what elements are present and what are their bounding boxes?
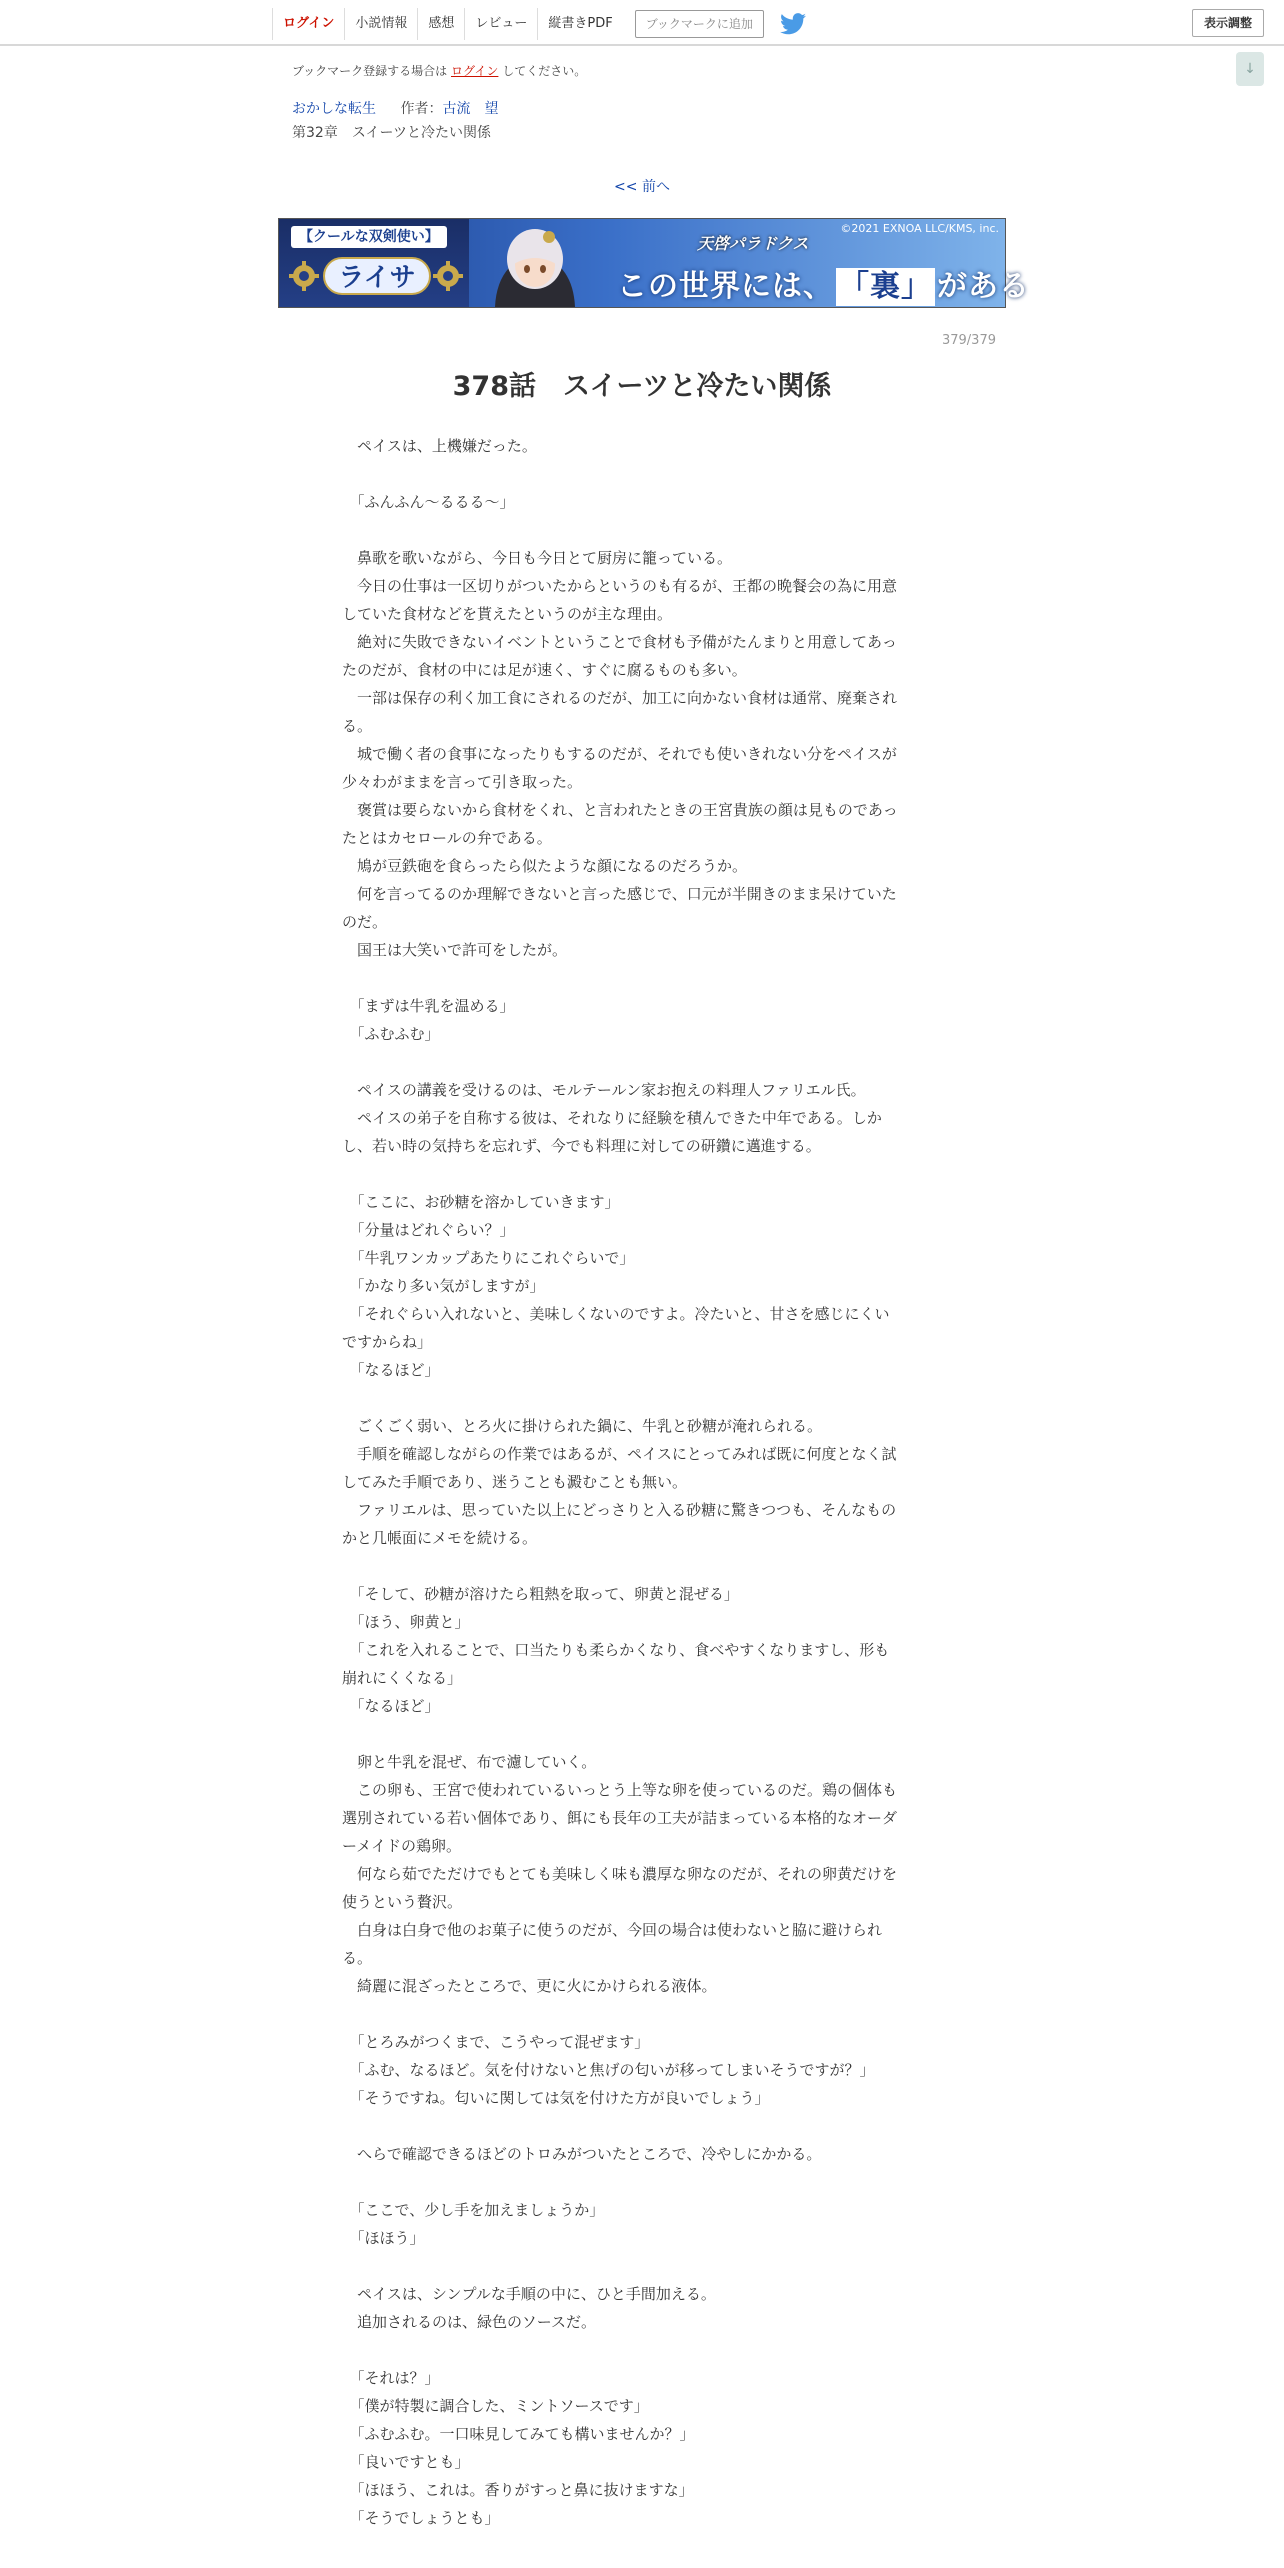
body-line: 「ほう、卵黄と」 bbox=[342, 1613, 470, 1631]
body-line: 何を言ってるのか理解できないと言った感じで、口元が半開きのまま呆けていた bbox=[342, 885, 897, 903]
body-line: 「ふんふん～るるる～」 bbox=[342, 493, 515, 511]
series-title-link[interactable]: おかしな転生 bbox=[292, 101, 376, 117]
body-line: ペイスは、シンプルな手順の中に、ひと手間加える。 bbox=[342, 2285, 716, 2303]
body-line: 白身は白身で他のお菓子に使うのだが、今回の場合は使わないと脇に避けられ bbox=[342, 1921, 883, 1939]
series-info bbox=[292, 98, 498, 118]
body-line: ですからね」 bbox=[342, 1333, 433, 1351]
nav-login[interactable]: ログイン bbox=[272, 8, 344, 40]
body-line: 卵と牛乳を混ぜ、布で濾していく。 bbox=[342, 1753, 597, 1771]
body-line: 城で働く者の食事になったりもするのだが、それでも使いきれない分をペイスが bbox=[342, 745, 897, 763]
episode-title: 378話 スイーツと冷たい関係 bbox=[452, 371, 832, 402]
character-illustration bbox=[475, 223, 595, 307]
body-line: 一部は保存の利く加工食にされるのだが、加工に向かない食材は通常、廃棄され bbox=[342, 689, 898, 707]
body-line bbox=[342, 516, 942, 544]
body-line: 「そうですね。匂いに関しては気を付けた方が良いでしょう」 bbox=[342, 2089, 770, 2107]
body-line: 「ここで、少し手を加えましょうか」 bbox=[342, 2201, 605, 2219]
body-line: 少々わがままを言って引き取った。 bbox=[342, 773, 583, 791]
body-line: る。 bbox=[342, 1949, 373, 1967]
bookmark-notice-text-end: してください。 bbox=[502, 64, 587, 78]
ad-banner[interactable] bbox=[278, 218, 1030, 308]
body-line: 手順を確認しながらの作業ではあるが、ペイスにとってみれば既に何度となく試 bbox=[342, 1445, 897, 1463]
body-line: 「ほほう」 bbox=[342, 2229, 425, 2247]
body-line bbox=[342, 1160, 942, 1188]
body-line: 「まずは牛乳を温める」 bbox=[342, 997, 515, 1015]
body-line: 使うという贅沢。 bbox=[342, 1893, 463, 1911]
body-line: る。 bbox=[342, 717, 373, 735]
body-line: 「かなり多い気がしますが」 bbox=[342, 1277, 545, 1295]
body-line: 崩れにくくなる」 bbox=[342, 1669, 463, 1687]
game-logo: 天啓パラドクス bbox=[697, 234, 809, 253]
body-line: してみた手順であり、迷うことも澱むことも無い。 bbox=[342, 1473, 688, 1491]
body-line bbox=[342, 1720, 942, 1748]
banner-catchphrase bbox=[617, 261, 1030, 306]
body-line: 鳩が豆鉄砲を食らったら似たような顔になるのだろうか。 bbox=[342, 857, 748, 875]
body-line: 追加されるのは、緑色のソースだ。 bbox=[342, 2313, 596, 2331]
body-line: 鼻歌を歌いながら、今日も今日とて厨房に籠っている。 bbox=[342, 549, 733, 567]
twitter-icon[interactable] bbox=[780, 13, 806, 35]
bookmark-notice-text: ブックマーク登録する場合は bbox=[292, 64, 448, 78]
display-settings-button[interactable]: 表示調整 bbox=[1192, 9, 1264, 37]
top-header bbox=[0, 0, 1284, 46]
body-line: し、若い時の気持ちを忘れず、今でも料理に対しての研鑽に邁進する。 bbox=[342, 1137, 821, 1155]
bookmark-notice bbox=[292, 62, 586, 79]
body-line bbox=[342, 460, 942, 488]
chapter-title: 第32章 スイーツと冷たい関係 bbox=[292, 125, 491, 141]
body-line bbox=[342, 2112, 942, 2140]
banner-catch-text-end: がある bbox=[937, 269, 1030, 304]
body-line: たのだが、食材の中には足が速く、すぐに腐るものも多い。 bbox=[342, 661, 747, 679]
body-line bbox=[342, 2000, 942, 2028]
banner-catch-text: この世界には、 bbox=[617, 269, 834, 304]
banner-copyright: ©2021 EXNOA LLC/KMS, inc. bbox=[840, 222, 999, 235]
banner-catch-highlight: 「裏」 bbox=[836, 268, 935, 306]
body-line: 「そうでしょうとも」 bbox=[342, 2509, 500, 2527]
body-line bbox=[342, 964, 942, 992]
body-line: 「それぐらい入れないと、美味しくないのですよ。冷たいと、甘さを感じにくい bbox=[342, 1305, 890, 1323]
novel-body bbox=[342, 432, 942, 2532]
body-line: 今日の仕事は一区切りがついたからというのも有るが、王都の晩餐会の為に用意 bbox=[342, 577, 898, 595]
body-line: 「それは？」 bbox=[342, 2369, 440, 2387]
gear-icon bbox=[289, 261, 319, 291]
top-nav bbox=[272, 8, 806, 40]
body-line: ペイスは、上機嫌だった。 bbox=[342, 437, 537, 455]
body-line: 綺麗に混ざったところで、更に火にかけられる液体。 bbox=[342, 1977, 717, 1995]
body-line: のだ。 bbox=[342, 913, 388, 931]
body-line: 「これを入れることで、口当たりも柔らかくなり、食べやすくなりますし、形も bbox=[342, 1641, 890, 1659]
body-line: ごくごく弱い、とろ火に掛けられた鍋に、牛乳と砂糖が淹れられる。 bbox=[342, 1417, 823, 1435]
bookmark-notice-login-link[interactable]: ログイン bbox=[451, 64, 499, 78]
body-line: 「ふむ、なるほど。気を付けないと焦げの匂いが移ってしまいそうですが？」 bbox=[342, 2061, 875, 2079]
scroll-down-button[interactable]: ↓ bbox=[1236, 52, 1264, 86]
body-line: 「分量はどれぐらい？」 bbox=[342, 1221, 515, 1239]
body-line: 絶対に失敗できないイベントということで食材も予備がたんまりと用意してあっ bbox=[342, 633, 897, 651]
body-line bbox=[342, 2336, 942, 2364]
author-link[interactable]: 古流 望 bbox=[442, 101, 499, 117]
body-line bbox=[342, 2252, 942, 2280]
body-line: 「僕が特製に調合した、ミントソースです」 bbox=[342, 2397, 649, 2415]
body-line: ペイスの弟子を自称する彼は、それなりに経験を積んできた中年である。しか bbox=[342, 1109, 882, 1127]
nav-impressions[interactable]: 感想 bbox=[417, 8, 464, 40]
body-line: 「ほほう、これは。香りがすっと鼻に抜けますな」 bbox=[342, 2481, 694, 2499]
body-line: たとはカセロールの弁である。 bbox=[342, 829, 552, 847]
body-line: 「ここに、お砂糖を溶かしていきます」 bbox=[342, 1193, 620, 1211]
body-line: 「なるほど」 bbox=[342, 1697, 440, 1715]
body-line: かと几帳面にメモを続ける。 bbox=[342, 1529, 538, 1547]
body-line: 国王は大笑いで許可をしたが。 bbox=[342, 941, 568, 959]
body-line: 「牛乳ワンカップあたりにこれぐらいで」 bbox=[342, 1249, 635, 1267]
body-line: ーメイドの鶏卵。 bbox=[342, 1837, 461, 1855]
body-line: この卵も、王宮で使われているいっとう上等な卵を使っているのだ。鶏の個体も bbox=[342, 1781, 898, 1799]
body-line: 「ふむふむ。一口味見してみても構いませんか？」 bbox=[342, 2425, 695, 2443]
nav-review[interactable]: レビュー bbox=[464, 8, 537, 40]
body-line: 「良いですとも」 bbox=[342, 2453, 470, 2471]
body-line: 「そして、砂糖が溶けたら粗熱を取って、卵黄と混ぜる」 bbox=[342, 1585, 739, 1603]
prev-episode-link[interactable]: << 前へ bbox=[614, 179, 670, 195]
author-label: 作者： bbox=[400, 101, 443, 117]
body-line: へらで確認できるほどのトロみがついたところで、冷やしにかかる。 bbox=[342, 2145, 822, 2163]
body-line: 選別されている若い個体であり、餌にも長年の工夫が詰まっている本格的なオーダ bbox=[342, 1809, 898, 1827]
body-line: 「なるほど」 bbox=[342, 1361, 440, 1379]
body-line: ペイスの講義を受けるのは、モルテールン家お抱えの料理人ファリエル氏。 bbox=[342, 1081, 866, 1099]
nav-novel-info[interactable]: 小説情報 bbox=[344, 8, 417, 40]
nav-vertical-pdf[interactable]: 縦書きPDF bbox=[537, 8, 622, 40]
body-line bbox=[342, 1384, 942, 1412]
body-line: 「とろみがつくまで、こうやって混ぜます」 bbox=[342, 2033, 650, 2051]
body-line: ファリエルは、思っていた以上にどっさりと入る砂糖に驚きつつも、そんなもの bbox=[342, 1501, 897, 1519]
body-line: 「ふむふむ」 bbox=[342, 1025, 440, 1043]
banner-character-name: ライサ bbox=[323, 257, 431, 295]
add-bookmark-button[interactable]: ブックマークに追加 bbox=[635, 10, 764, 38]
body-line bbox=[342, 1552, 942, 1580]
body-line bbox=[342, 2168, 942, 2196]
body-line bbox=[342, 1048, 942, 1076]
banner-tag: 【クールな双剣使い】 bbox=[291, 226, 447, 248]
body-line: 褒賞は要らないから食材をくれ、と言われたときの王宮貴族の顔は見ものであっ bbox=[342, 801, 898, 819]
body-line: していた食材などを貰えたというのが主な理由。 bbox=[342, 605, 673, 623]
body-line: 何なら茹でただけでもとても美味しく味も濃厚な卵なのだが、それの卵黄だけを bbox=[342, 1865, 898, 1883]
episode-counter: 379/379 bbox=[941, 333, 996, 348]
gear-icon bbox=[433, 261, 463, 291]
